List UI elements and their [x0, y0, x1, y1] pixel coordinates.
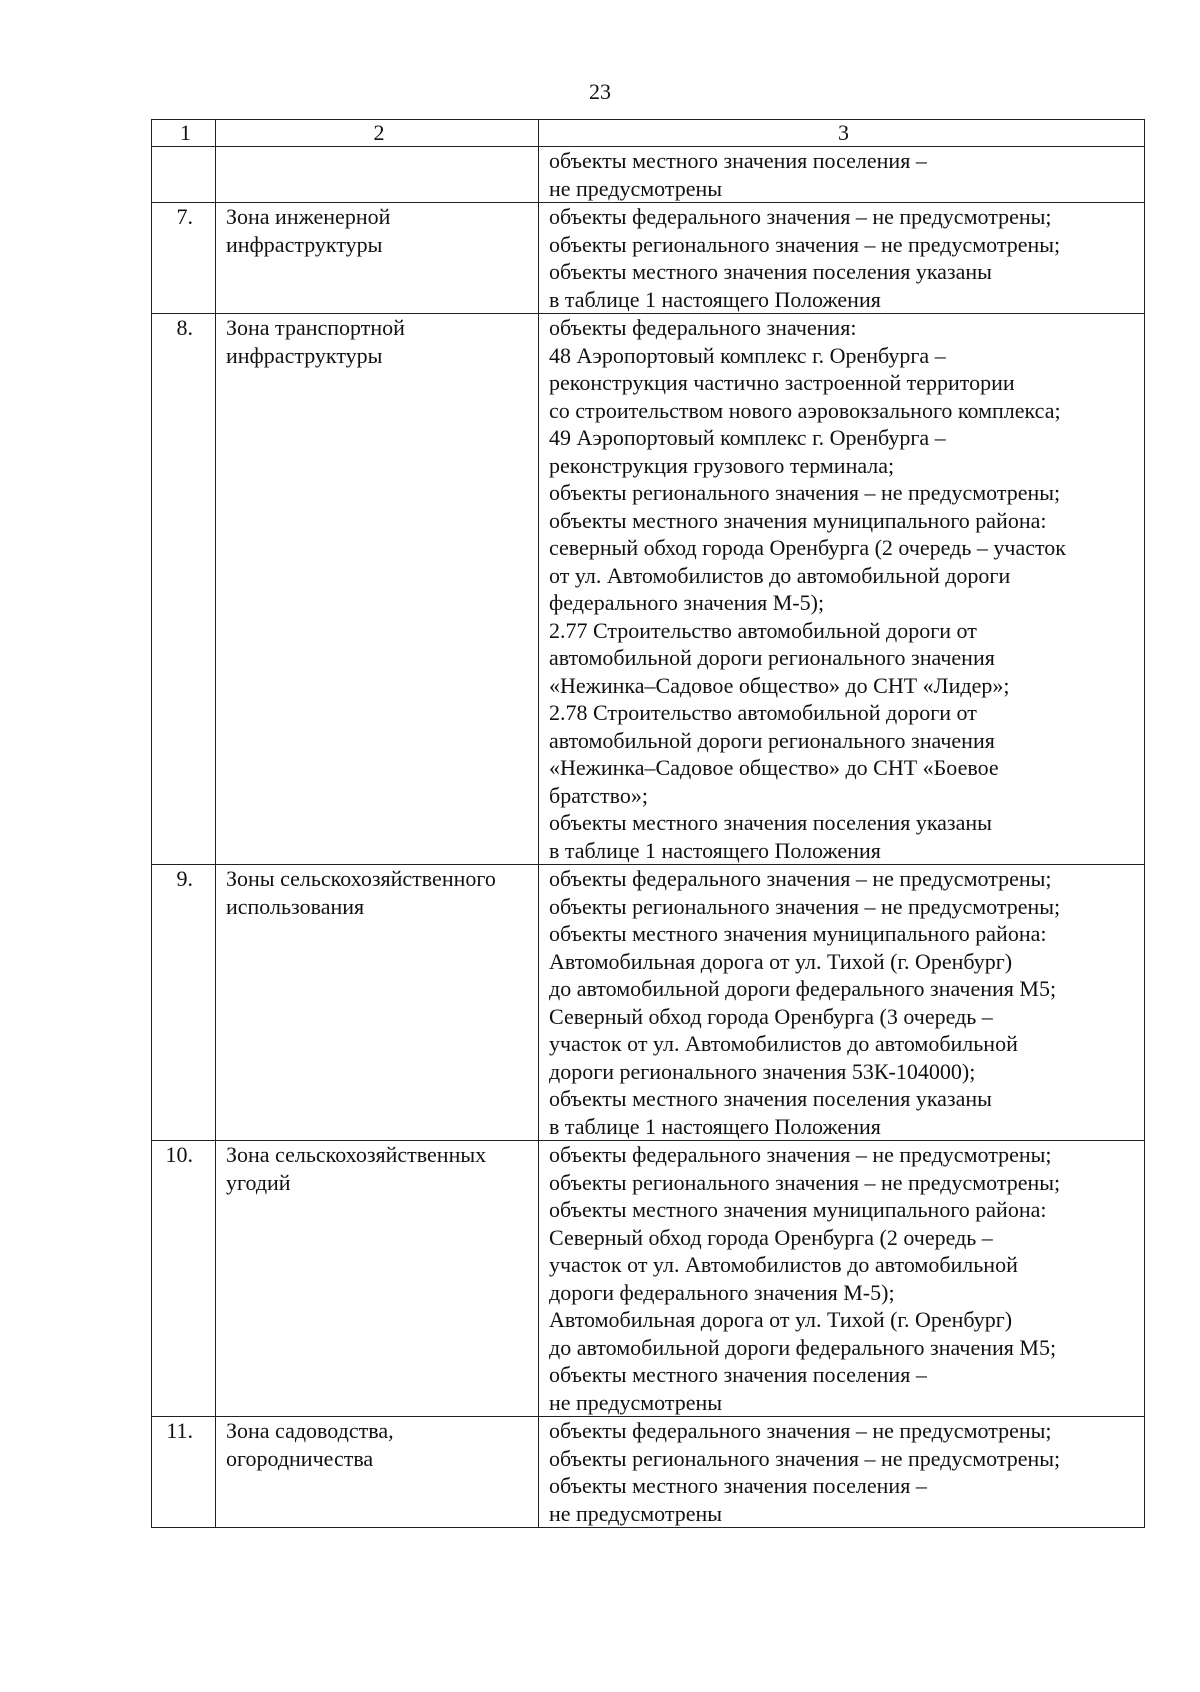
objects-line: в таблице 1 настоящего Положения — [549, 286, 881, 312]
objects-line: автомобильной дороги регионального значения — [549, 727, 995, 753]
header-cell-1: 1 — [152, 120, 216, 147]
objects-line: объекты регионального значения – не предусмотрены; — [549, 1169, 1061, 1195]
objects-line: объекты местного значения поселения указаны — [549, 259, 992, 284]
objects-line: объекты регионального значения – не предусмотрены; — [549, 1445, 1061, 1471]
zone-name-line: угодий — [226, 1169, 291, 1195]
zone-name-cell — [216, 865, 539, 1141]
table-row — [152, 147, 1145, 203]
objects-line: в таблице 1 настоящего Положения — [549, 837, 881, 863]
row-number — [152, 147, 216, 203]
objects-line: объекты федерального значения – не предусмотрены; — [549, 1142, 1052, 1167]
zone-name-cell — [216, 147, 539, 203]
objects-line: автомобильной дороги регионального значения — [549, 645, 995, 670]
objects-line: объекты федерального значения – не предусмотрены; — [549, 866, 1052, 891]
objects-line: Северный обход города Оренбурга (3 очередь – — [549, 1003, 993, 1029]
objects-line: реконструкция грузового терминала; — [549, 452, 895, 478]
objects-line: не предусмотрены — [549, 175, 723, 201]
zone-name-line: огородничества — [226, 1445, 374, 1471]
objects-line: реконструкция частично застроенной территории — [549, 370, 1015, 395]
objects-line: не предусмотрены — [549, 1500, 723, 1526]
zone-name-line: Зоны сельскохозяйственного — [226, 866, 496, 891]
objects-line: до автомобильной дороги федерального значения М5; — [549, 976, 1057, 1001]
zone-name-line: Зона транспортной — [226, 315, 405, 340]
objects-line: Северный обход города Оренбурга (2 очередь – — [549, 1224, 993, 1250]
objects-line: участок от ул. Автомобилистов до автомобильной — [549, 1252, 1018, 1277]
objects-line: объекты местного значения поселения – — [549, 1473, 927, 1498]
zones-table — [151, 119, 1145, 1528]
zone-name-line: инфраструктуры — [226, 342, 383, 368]
objects-cell — [539, 1141, 1145, 1417]
objects-line: объекты федерального значения – не предусмотрены; — [549, 1418, 1052, 1443]
objects-cell — [539, 314, 1145, 865]
objects-line: участок от ул. Автомобилистов до автомобильной — [549, 1031, 1018, 1056]
objects-line: объекты местного значения муниципального района: — [549, 921, 1047, 946]
objects-line: объекты федерального значения: — [549, 315, 857, 340]
objects-cell — [539, 147, 1145, 203]
row-number: 10. — [152, 1141, 216, 1417]
zone-name-cell — [216, 1417, 539, 1528]
objects-line: от ул. Автомобилистов до автомобильной дороги — [549, 562, 1011, 588]
objects-cell — [539, 1417, 1145, 1528]
row-number: 9. — [152, 865, 216, 1141]
objects-line: объекты местного значения муниципального района: — [549, 1197, 1047, 1222]
objects-line: объекты регионального значения – не предусмотрены; — [549, 480, 1061, 505]
objects-line: до автомобильной дороги федерального значения М5; — [549, 1334, 1057, 1360]
objects-line: объекты местного значения поселения – — [549, 1362, 927, 1387]
zone-name-line: инфраструктуры — [226, 231, 383, 257]
header-cell-2: 2 — [216, 120, 539, 147]
objects-line: Автомобильная дорога от ул. Тихой (г. Оренбург) — [549, 948, 1013, 974]
objects-cell — [539, 865, 1145, 1141]
table-row — [152, 865, 1145, 1141]
table-row — [152, 1417, 1145, 1528]
objects-line: объекты регионального значения – не предусмотрены; — [549, 231, 1061, 257]
objects-line: объекты местного значения поселения указаны — [549, 1086, 992, 1111]
objects-cell — [539, 203, 1145, 314]
zone-name-line: использования — [226, 893, 365, 919]
zone-name-line: Зона инженерной — [226, 204, 391, 229]
objects-line: братство»; — [549, 782, 648, 808]
table-row — [152, 1141, 1145, 1417]
zone-name-cell — [216, 1141, 539, 1417]
objects-line: объекты местного значения поселения указаны — [549, 810, 992, 835]
objects-line: 2.78 Строительство автомобильной дороги от — [549, 700, 977, 725]
zone-name-line: Зона садоводства, — [226, 1418, 394, 1443]
row-number: 8. — [152, 314, 216, 865]
row-number: 7. — [152, 203, 216, 314]
zone-name-cell — [216, 203, 539, 314]
objects-line: в таблице 1 настоящего Положения — [549, 1113, 881, 1139]
objects-line: федерального значения М-5); — [549, 590, 825, 615]
table-row — [152, 314, 1145, 865]
objects-line: Автомобильная дорога от ул. Тихой (г. Оренбург) — [549, 1307, 1013, 1332]
objects-line: со строительством нового аэровокзального комплекса; — [549, 397, 1061, 423]
objects-line: не предусмотрены — [549, 1389, 723, 1415]
page-number: 23 — [589, 79, 611, 104]
objects-line: дороги регионального значения 53К-104000); — [549, 1058, 976, 1084]
objects-line: объекты регионального значения – не предусмотрены; — [549, 893, 1061, 919]
objects-line: «Нежинка–Садовое общество» до СНТ «Боевое — [549, 755, 999, 780]
objects-line: «Нежинка–Садовое общество» до СНТ «Лидер»; — [549, 672, 1010, 698]
table-header-row — [152, 120, 1145, 147]
table-row — [152, 203, 1145, 314]
row-number: 11. — [152, 1417, 216, 1528]
objects-line: объекты местного значения муниципального района: — [549, 507, 1047, 533]
objects-line: 48 Аэропортовый комплекс г. Оренбурга – — [549, 342, 946, 368]
table-body — [152, 147, 1145, 1528]
objects-line: 49 Аэропортовый комплекс г. Оренбурга – — [549, 425, 946, 450]
objects-line: 2.77 Строительство автомобильной дороги от — [549, 617, 977, 643]
objects-line: объекты федерального значения – не предусмотрены; — [549, 204, 1052, 229]
header-cell-3: 3 — [539, 120, 1145, 147]
objects-line: дороги федерального значения М-5); — [549, 1279, 895, 1305]
zone-name-line: Зона сельскохозяйственных — [226, 1142, 487, 1167]
objects-line: объекты местного значения поселения – — [549, 148, 927, 173]
zone-name-cell — [216, 314, 539, 865]
objects-line: северный обход города Оренбурга (2 очередь – участок — [549, 535, 1066, 560]
